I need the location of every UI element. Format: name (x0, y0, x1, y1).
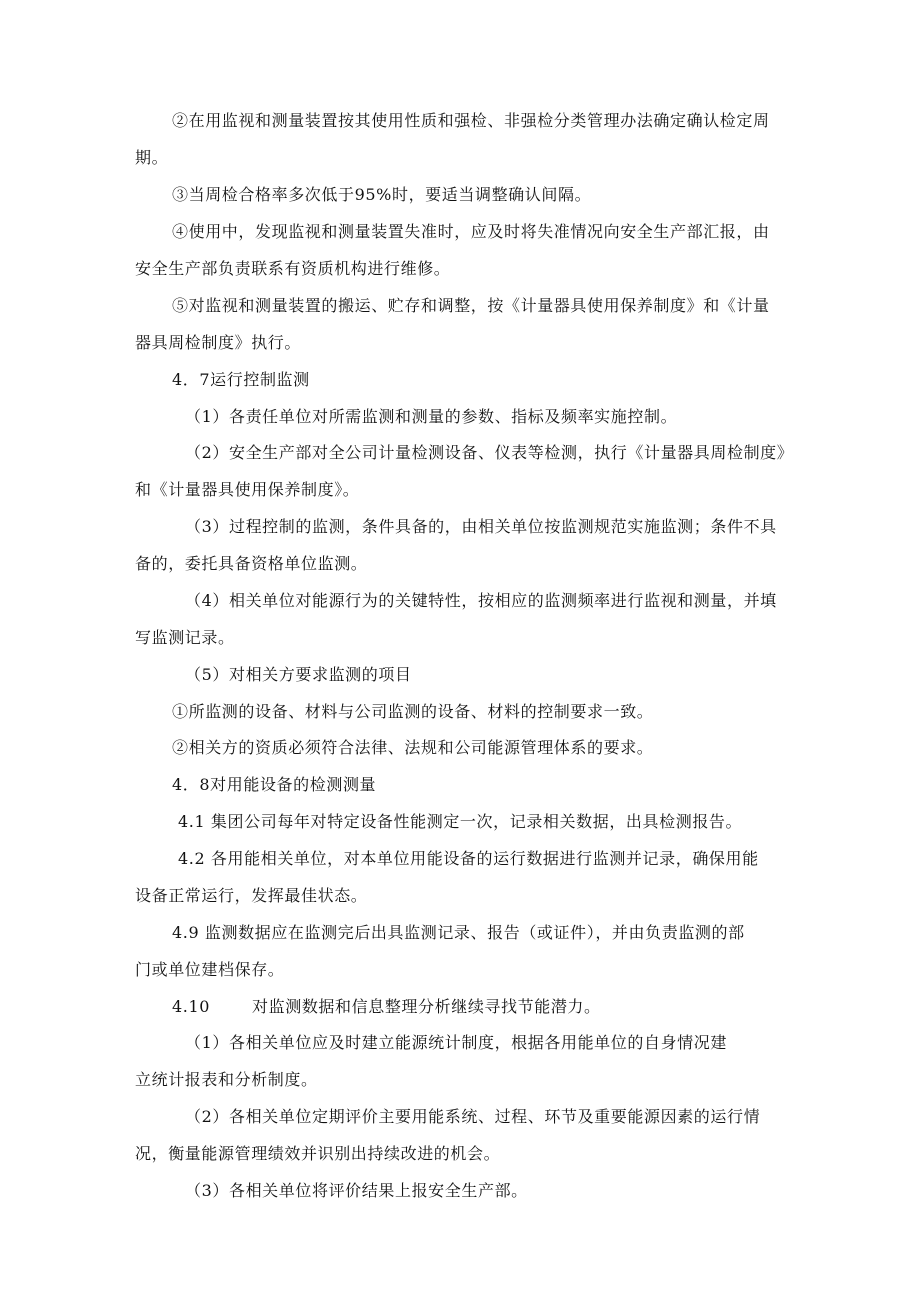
paragraph-line: （4）相关单位对能源行为的关键特性，按相应的监测频率进行监视和测量，并填 (185, 591, 777, 610)
paragraph-line: 4.9 监测数据应在监测完后出具监测记录、报告（或证件），并由负责监测的部 (172, 923, 745, 942)
section-heading: 4．8对用能设备的检测测量 (172, 775, 377, 794)
paragraph-line: ②相关方的资质必须符合法律、法规和公司能源管理体系的要求。 (172, 738, 654, 757)
paragraph-line: 器具周检制度》执行。 (135, 333, 302, 352)
paragraph-line: （1）各责任单位对所需监测和测量的参数、指标及频率实施控制。 (185, 407, 678, 426)
paragraph-line: ①所监测的设备、材料与公司监测的设备、材料的控制要求一致。 (172, 702, 654, 721)
paragraph-line: 4.1 集团公司每年对特定设备性能测定一次，记录相关数据，出具检测报告。 (178, 812, 743, 831)
paragraph-line: 4.2 各用能相关单位，对本单位用能设备的运行数据进行监测并记录，确保用能 (178, 849, 759, 868)
paragraph-line: 设备正常运行，发挥最佳状态。 (135, 886, 368, 905)
paragraph-line: ④使用中，发现监视和测量装置失准时，应及时将失准情况向安全生产部汇报，由 (172, 222, 770, 241)
paragraph-line: 况，衡量能源管理绩效并识别出持续改进的机会。 (135, 1144, 501, 1163)
paragraph-line: 安全生产部负责联系有资质机构进行维修。 (135, 259, 451, 278)
section-heading (172, 997, 601, 1017)
paragraph-line: 和《计量器具使用保养制度》。 (135, 480, 360, 499)
paragraph-line: （3）过程控制的监测，条件具备的，由相关单位按监测规范实施监测；条件不具 (185, 517, 777, 536)
paragraph-line: 立统计报表和分析制度。 (135, 1070, 318, 1089)
paragraph-line: （3）各相关单位将评价结果上报安全生产部。 (185, 1181, 528, 1200)
paragraph-line: ②在用监视和测量装置按其使用性质和强检、非强检分类管理办法确定确认检定周 (172, 111, 770, 130)
paragraph-line: 门或单位建档保存。 (135, 960, 285, 979)
paragraph-line: （1）各相关单位应及时建立能源统计制度，根据各用能单位的自身情况建 (185, 1033, 727, 1052)
section-heading: 4．7运行控制监测 (172, 370, 310, 389)
paragraph-line: （2）各相关单位定期评价主要用能系统、过程、环节及重要能源因素的运行情 (185, 1107, 761, 1126)
paragraph-line: ⑤对监视和测量装置的搬运、贮存和调整，按《计量器具使用保养制度》和《计量 (172, 296, 770, 315)
section-title: 对监测数据和信息整理分析继续寻找节能潜力。 (252, 997, 601, 1016)
paragraph-line: （2）安全生产部对全公司计量检测设备、仪表等检测，执行《计量器具周检制度》 (185, 443, 794, 462)
paragraph-line: 写监测记录。 (135, 628, 235, 647)
paragraph-line: ③当周检合格率多次低于95%时，要适当调整确认间隔。 (172, 185, 592, 204)
paragraph-line: （5）对相关方要求监测的项目 (185, 665, 412, 684)
paragraph-line: 期。 (135, 148, 169, 167)
section-number: 4.10 (172, 997, 211, 1016)
paragraph-line: 备的，委托具备资格单位监测。 (135, 554, 368, 573)
